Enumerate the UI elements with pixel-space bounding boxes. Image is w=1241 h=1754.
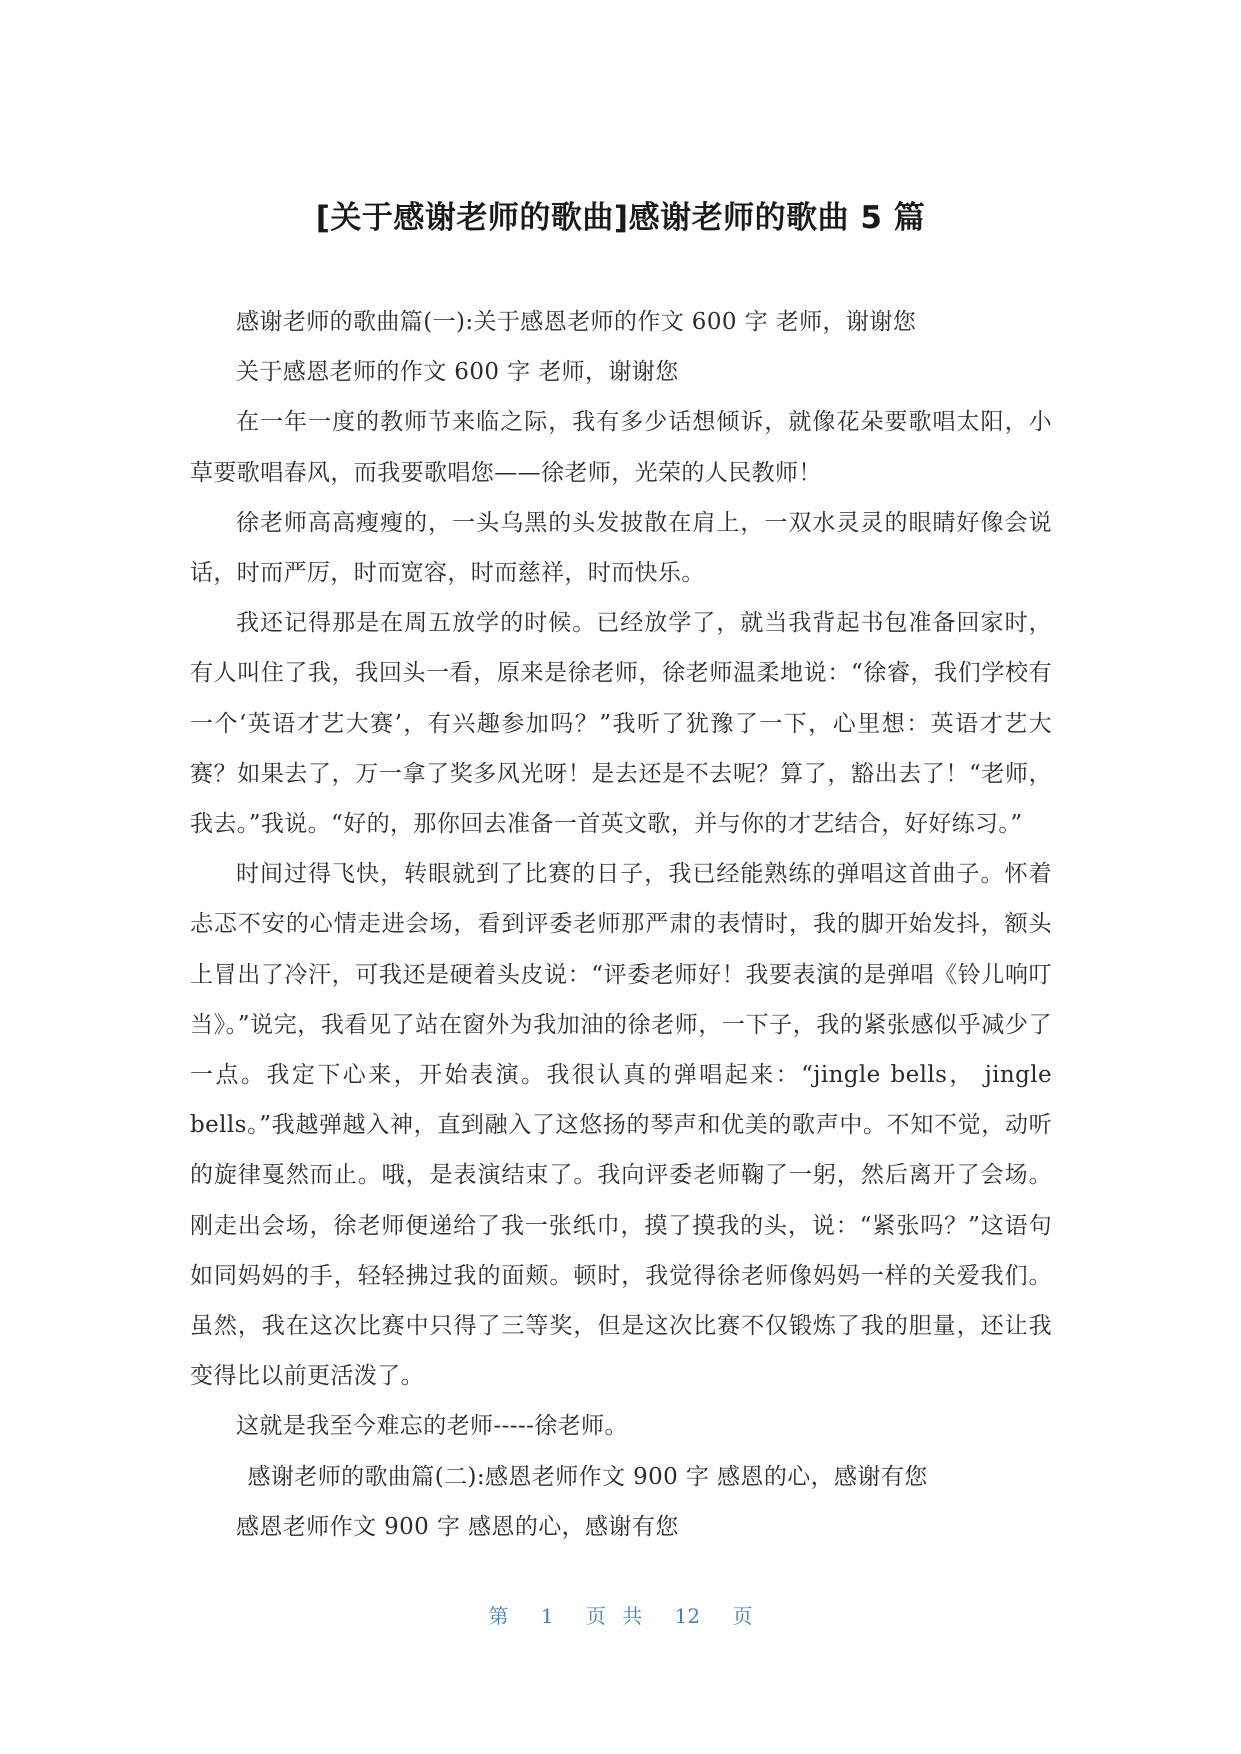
paragraph: 时间过得飞快，转眼就到了比赛的日子，我已经能熟练的弹唱这首曲子。怀着忐忑不安的心情走进会场，看到评委老师那严肃的表情时，我的脚开始发抖，额头上冒出了冷汗，可我还是硬着头皮说：“评委老师好！我要表演的是弹唱《铃儿响叮当》。”说完，我看见了站在窗外为我加油的徐老师，一下子，我的紧张感似乎减少了一点。我定下心来，开始表演。我很认真的弹唱起来：“jingle bells， jingle bells。”我越弹越入神，直到融入了这悠扬的琴声和优美的歌声中。不知不觉，动听的旋律戛然而止。哦，是表演结束了。我向评委老师鞠了一躬，然后离开了会场。刚走出会场，徐老师便递给了我一张纸巾，摸了摸我的头，说：“紧张吗？”这语句如同妈妈的手，轻轻拂过我的面颊。顿时，我觉得徐老师像妈妈一样的关爱我们。虽然，我在这次比赛中只得了三等奖，但是这次比赛不仅锻炼了我的胆量，还让我变得比以前更活泼了。: [190, 861, 1052, 1390]
paragraph: 我还记得那是在周五放学的时候。已经放学了，就当我背起书包准备回家时，有人叫住了我，我回头一看，原来是徐老师，徐老师温柔地说：“徐睿，我们学校有一个‘英语才艺大赛’，有兴趣参加吗？”我听了犹豫了一下，心里想：英语才艺大赛？如果去了，万一拿了奖多风光呀！是去还是不去呢？算了，豁出去了！“老师，我去。”我说。“好的，那你回去准备一首英文歌，并与你的才艺结合，好好练习。”: [190, 610, 1052, 838]
paragraph: 徐老师高高瘦瘦的，一头乌黑的头发披散在肩上，一双水灵灵的眼睛好像会说话，时而严厉，时而宽容，时而慈祥，时而快乐。: [190, 509, 1052, 587]
footer-middle: 页 共: [585, 1604, 643, 1628]
document-body: [190, 297, 1052, 1552]
current-page-number: 1: [540, 1604, 554, 1628]
paragraph-subtitle-1: 感谢老师的歌曲篇(一):关于感恩老师的作文 600 字 老师，谢谢您: [236, 309, 917, 335]
paragraph-essay-title-2: 感恩老师作文 900 字 感恩的心，感谢有您: [236, 1513, 679, 1540]
footer-prefix: 第: [488, 1604, 509, 1628]
paragraph-essay-title-1: 关于感恩老师的作文 600 字 老师，谢谢您: [236, 359, 679, 386]
footer-suffix: 页: [732, 1604, 753, 1628]
paragraph-subtitle-2: 感谢老师的歌曲篇(二):感恩老师作文 900 字 感恩的心，感谢有您: [247, 1463, 928, 1490]
document-title: [关于感谢老师的歌曲]感谢老师的歌曲 5 篇: [315, 200, 926, 236]
total-pages: 12: [674, 1604, 701, 1628]
paragraph: 在一年一度的教师节来临之际，我有多少话想倾诉，就像花朵要歌唱太阳，小草要歌唱春风，而我要歌唱您——徐老师，光荣的人民教师！: [190, 409, 1052, 486]
page-footer: [0, 1600, 1241, 1629]
paragraph: 这就是我至今难忘的老师-----徐老师。: [236, 1413, 628, 1440]
